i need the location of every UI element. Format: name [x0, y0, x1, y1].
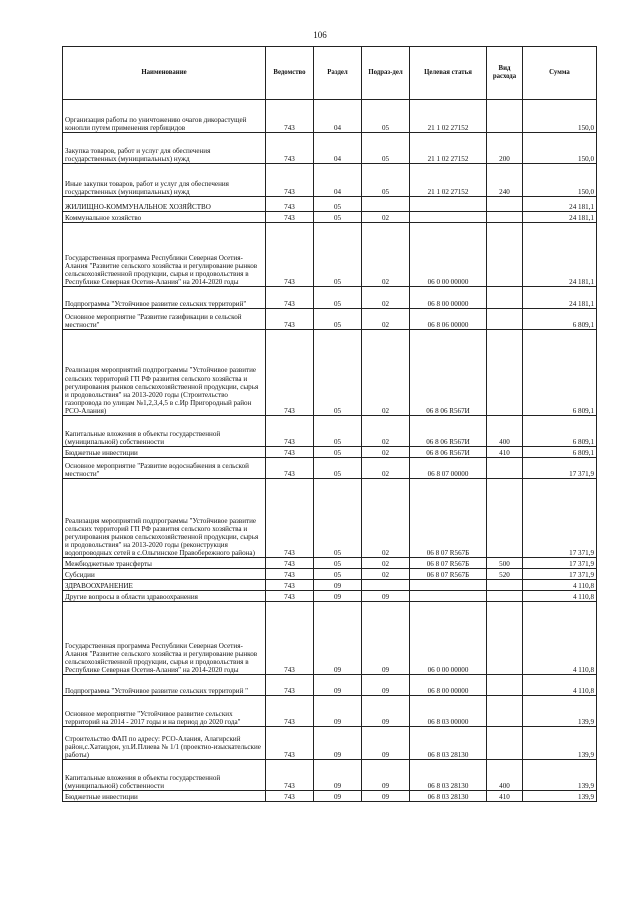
cell-subsection: 09 [362, 791, 410, 802]
cell-sum: 150,0 [523, 133, 597, 164]
cell-name: Подпрограмма "Устойчивое развитие сельских территорий" [63, 287, 266, 309]
cell-name: Реализация мероприятий подпрограммы "Устойчивое развитие сельских территорий ГП РФ развития сельского хозяйства и регулирования рынков сельскохозяйственной продукции, сырья и продовольствия" на 2013-2020 годы (Строительство газопровода по улицам №1,2,3,4,5 в с.Ир Пригородный район РСО-Алания) [63, 330, 266, 416]
cell-dept: 743 [266, 791, 314, 802]
cell-article: 06 8 06 R567И [410, 447, 487, 458]
header-sum: Сумма [523, 47, 597, 100]
cell-article: 06 8 03 28130 [410, 791, 487, 802]
cell-article: 06 8 07 00000 [410, 458, 487, 479]
cell-sum: 17 371,9 [523, 458, 597, 479]
cell-dept: 743 [266, 100, 314, 133]
table-row [63, 447, 597, 458]
cell-name: Субсидии [63, 569, 266, 580]
table-row [63, 223, 597, 287]
cell-sum: 24 181,1 [523, 287, 597, 309]
cell-sum: 4 110,8 [523, 591, 597, 602]
table-row [63, 133, 597, 164]
cell-article: 06 0 00 00000 [410, 602, 487, 675]
table-row [63, 479, 597, 558]
cell-subsection: 02 [362, 309, 410, 330]
cell-sum: 17 371,9 [523, 569, 597, 580]
cell-dept: 743 [266, 727, 314, 760]
cell-article: 06 8 07 R567Б [410, 569, 487, 580]
cell-section: 05 [314, 223, 362, 287]
cell-dept: 743 [266, 591, 314, 602]
cell-kind: 400 [487, 760, 523, 791]
cell-sum: 24 181,1 [523, 223, 597, 287]
cell-kind [487, 309, 523, 330]
cell-section: 09 [314, 760, 362, 791]
cell-section: 05 [314, 479, 362, 558]
cell-section: 09 [314, 727, 362, 760]
cell-name: ЗДРАВООХРАНЕНИЕ [63, 580, 266, 591]
cell-article [410, 591, 487, 602]
cell-section: 09 [314, 791, 362, 802]
cell-subsection: 02 [362, 416, 410, 447]
cell-kind [487, 223, 523, 287]
cell-name: Организация работы по уничтожению очагов дикорастущей конопли путем применения гербицидов [63, 100, 266, 133]
cell-name: Подпрограмма "Устойчивое развитие сельских территорий " [63, 675, 266, 696]
cell-name: Иные закупки товаров, работ и услуг для обеспечения государственных (муниципальных) нужд [63, 164, 266, 197]
cell-kind: 410 [487, 447, 523, 458]
cell-dept: 743 [266, 760, 314, 791]
cell-section: 09 [314, 602, 362, 675]
cell-subsection: 02 [362, 223, 410, 287]
cell-article: 06 8 06 R567И [410, 416, 487, 447]
cell-kind [487, 100, 523, 133]
cell-dept: 743 [266, 309, 314, 330]
cell-dept: 743 [266, 447, 314, 458]
cell-subsection: 02 [362, 479, 410, 558]
cell-kind [487, 696, 523, 727]
header-section: Раздел [314, 47, 362, 100]
cell-sum: 4 110,8 [523, 580, 597, 591]
cell-section: 05 [314, 197, 362, 212]
cell-name: Основное мероприятие "Развитие газификации в сельской местности" [63, 309, 266, 330]
cell-subsection: 09 [362, 696, 410, 727]
table-row [63, 197, 597, 212]
table-row [63, 287, 597, 309]
cell-section: 05 [314, 212, 362, 223]
table-row [63, 675, 597, 696]
cell-dept: 743 [266, 458, 314, 479]
cell-section: 09 [314, 580, 362, 591]
cell-subsection: 02 [362, 569, 410, 580]
cell-dept: 743 [266, 133, 314, 164]
cell-kind [487, 479, 523, 558]
table-row [63, 100, 597, 133]
cell-article: 06 8 00 00000 [410, 287, 487, 309]
cell-subsection: 05 [362, 100, 410, 133]
cell-section: 05 [314, 416, 362, 447]
cell-dept: 743 [266, 675, 314, 696]
table-row [63, 164, 597, 197]
cell-kind [487, 212, 523, 223]
cell-article: 21 1 02 27152 [410, 133, 487, 164]
cell-subsection [362, 580, 410, 591]
cell-sum: 139,9 [523, 760, 597, 791]
cell-name: Основное мероприятие "Развитие водоснабжения в сельской местности" [63, 458, 266, 479]
cell-section: 05 [314, 569, 362, 580]
cell-sum: 150,0 [523, 164, 597, 197]
cell-name: Бюджетные инвестиции [63, 447, 266, 458]
cell-subsection: 09 [362, 591, 410, 602]
cell-kind: 410 [487, 791, 523, 802]
cell-kind: 400 [487, 416, 523, 447]
cell-sum: 17 371,9 [523, 479, 597, 558]
cell-sum: 6 809,1 [523, 447, 597, 458]
cell-section: 05 [314, 309, 362, 330]
table-row [63, 727, 597, 760]
cell-subsection: 02 [362, 558, 410, 569]
cell-kind [487, 287, 523, 309]
cell-kind: 240 [487, 164, 523, 197]
cell-article: 06 8 03 28130 [410, 760, 487, 791]
cell-name: Коммунальное хозяйство [63, 212, 266, 223]
cell-dept: 743 [266, 696, 314, 727]
cell-sum: 24 181,1 [523, 197, 597, 212]
cell-kind [487, 727, 523, 760]
cell-dept: 743 [266, 602, 314, 675]
cell-dept: 743 [266, 223, 314, 287]
table-row [63, 212, 597, 223]
cell-sum: 6 809,1 [523, 309, 597, 330]
cell-subsection: 09 [362, 727, 410, 760]
table-row [63, 696, 597, 727]
cell-article [410, 212, 487, 223]
table-row [63, 591, 597, 602]
table-header-row [63, 47, 597, 100]
cell-dept: 743 [266, 287, 314, 309]
table-row [63, 791, 597, 802]
table-row [63, 569, 597, 580]
cell-name: Закупка товаров, работ и услуг для обеспечения государственных (муниципальных) нужд [63, 133, 266, 164]
cell-sum: 150,0 [523, 100, 597, 133]
page-number: 106 [313, 30, 327, 40]
cell-section: 05 [314, 447, 362, 458]
cell-sum: 4 110,8 [523, 602, 597, 675]
cell-section: 05 [314, 287, 362, 309]
cell-subsection: 02 [362, 458, 410, 479]
cell-article: 06 8 03 00000 [410, 696, 487, 727]
cell-kind: 520 [487, 569, 523, 580]
cell-kind [487, 458, 523, 479]
table-row [63, 602, 597, 675]
cell-section: 04 [314, 100, 362, 133]
cell-sum: 139,9 [523, 727, 597, 760]
table-row [63, 330, 597, 416]
cell-name: Капитальные вложения в объекты государственной (муниципальной) собственности [63, 760, 266, 791]
cell-dept: 743 [266, 212, 314, 223]
cell-article: 06 8 06 00000 [410, 309, 487, 330]
cell-dept: 743 [266, 416, 314, 447]
cell-article: 06 8 00 00000 [410, 675, 487, 696]
cell-subsection: 09 [362, 675, 410, 696]
cell-section: 04 [314, 164, 362, 197]
cell-subsection: 02 [362, 212, 410, 223]
cell-subsection [362, 197, 410, 212]
cell-article: 06 8 03 28130 [410, 727, 487, 760]
table-row [63, 416, 597, 447]
cell-name: Реализация мероприятий подпрограммы "Устойчивое развитие сельских территорий ГП РФ развития сельского хозяйства и регулирования рынков сельскохозяйственной продукции, сырья и продовольствия" на 2013-2020 годы (реконструкция водопроводных сетей в с.Ольгинское Правобережного района) [63, 479, 266, 558]
cell-dept: 743 [266, 580, 314, 591]
cell-dept: 743 [266, 558, 314, 569]
cell-kind: 500 [487, 558, 523, 569]
cell-name: Строительство ФАП по адресу: РСО-Алания, Алагирский район,с.Хатацдон, ул.И.Плиева № 1/1 (проектно-изыскательские работы) [63, 727, 266, 760]
cell-sum: 4 110,8 [523, 675, 597, 696]
cell-kind [487, 591, 523, 602]
cell-subsection: 05 [362, 133, 410, 164]
cell-article: 21 1 02 27152 [410, 100, 487, 133]
table-row [63, 309, 597, 330]
cell-section: 05 [314, 330, 362, 416]
header-name: Наименование [63, 47, 266, 100]
cell-name: Бюджетные инвестиции [63, 791, 266, 802]
cell-kind [487, 602, 523, 675]
cell-sum: 24 181,1 [523, 212, 597, 223]
cell-section: 09 [314, 591, 362, 602]
cell-name: Капитальные вложения в объекты государственной (муниципальной) собственности [63, 416, 266, 447]
cell-subsection: 02 [362, 287, 410, 309]
cell-section: 04 [314, 133, 362, 164]
header-subsection: Подраз-дел [362, 47, 410, 100]
cell-article: 06 0 00 00000 [410, 223, 487, 287]
table-row [63, 558, 597, 569]
cell-article [410, 580, 487, 591]
cell-kind: 200 [487, 133, 523, 164]
cell-dept: 743 [266, 330, 314, 416]
cell-dept: 743 [266, 479, 314, 558]
cell-name: Государственная программа Республики Северная Осетия-Алания "Развитие сельского хозяйства и регулирование рынков сельскохозяйственной продукции, сырья и продовольствия в Республике Северная Осетия-Алания" на 2014-2020 годы [63, 223, 266, 287]
cell-sum: 6 809,1 [523, 330, 597, 416]
cell-subsection: 02 [362, 447, 410, 458]
cell-section: 09 [314, 696, 362, 727]
cell-subsection: 09 [362, 760, 410, 791]
cell-kind [487, 675, 523, 696]
cell-subsection: 02 [362, 330, 410, 416]
cell-name: Основное мероприятие "Устойчивое развитие сельских территорий на 2014 - 2017 годы и на период до 2020 года" [63, 696, 266, 727]
cell-kind [487, 580, 523, 591]
header-kind: Вид расхода [487, 47, 523, 100]
cell-name: Другие вопросы в области здравоохранения [63, 591, 266, 602]
cell-name: Государственная программа Республики Северная Осетия-Алания "Развитие сельского хозяйства и регулирование рынков сельскохозяйственной продукции, сырья и продовольствия в Республике Северная Осетия-Алания" на 2014-2020 годы [63, 602, 266, 675]
cell-dept: 743 [266, 569, 314, 580]
cell-subsection: 09 [362, 602, 410, 675]
header-article: Целевая статья [410, 47, 487, 100]
cell-subsection: 05 [362, 164, 410, 197]
cell-section: 05 [314, 458, 362, 479]
budget-table [62, 46, 597, 802]
cell-name: ЖИЛИЩНО-КОММУНАЛЬНОЕ ХОЗЯЙСТВО [63, 197, 266, 212]
header-dept: Ведомство [266, 47, 314, 100]
cell-article [410, 197, 487, 212]
table-row [63, 458, 597, 479]
cell-kind [487, 197, 523, 212]
cell-sum: 6 809,1 [523, 416, 597, 447]
cell-article: 06 8 07 R567Б [410, 558, 487, 569]
table-row [63, 580, 597, 591]
cell-section: 05 [314, 558, 362, 569]
cell-article: 21 1 02 27152 [410, 164, 487, 197]
cell-section: 09 [314, 675, 362, 696]
cell-sum: 17 371,9 [523, 558, 597, 569]
cell-sum: 139,9 [523, 696, 597, 727]
cell-article: 06 8 07 R567Б [410, 479, 487, 558]
cell-name: Межбюджетные трансферты [63, 558, 266, 569]
cell-dept: 743 [266, 197, 314, 212]
table-row [63, 760, 597, 791]
cell-kind [487, 330, 523, 416]
cell-sum: 139,9 [523, 791, 597, 802]
cell-article: 06 8 06 R567И [410, 330, 487, 416]
cell-dept: 743 [266, 164, 314, 197]
